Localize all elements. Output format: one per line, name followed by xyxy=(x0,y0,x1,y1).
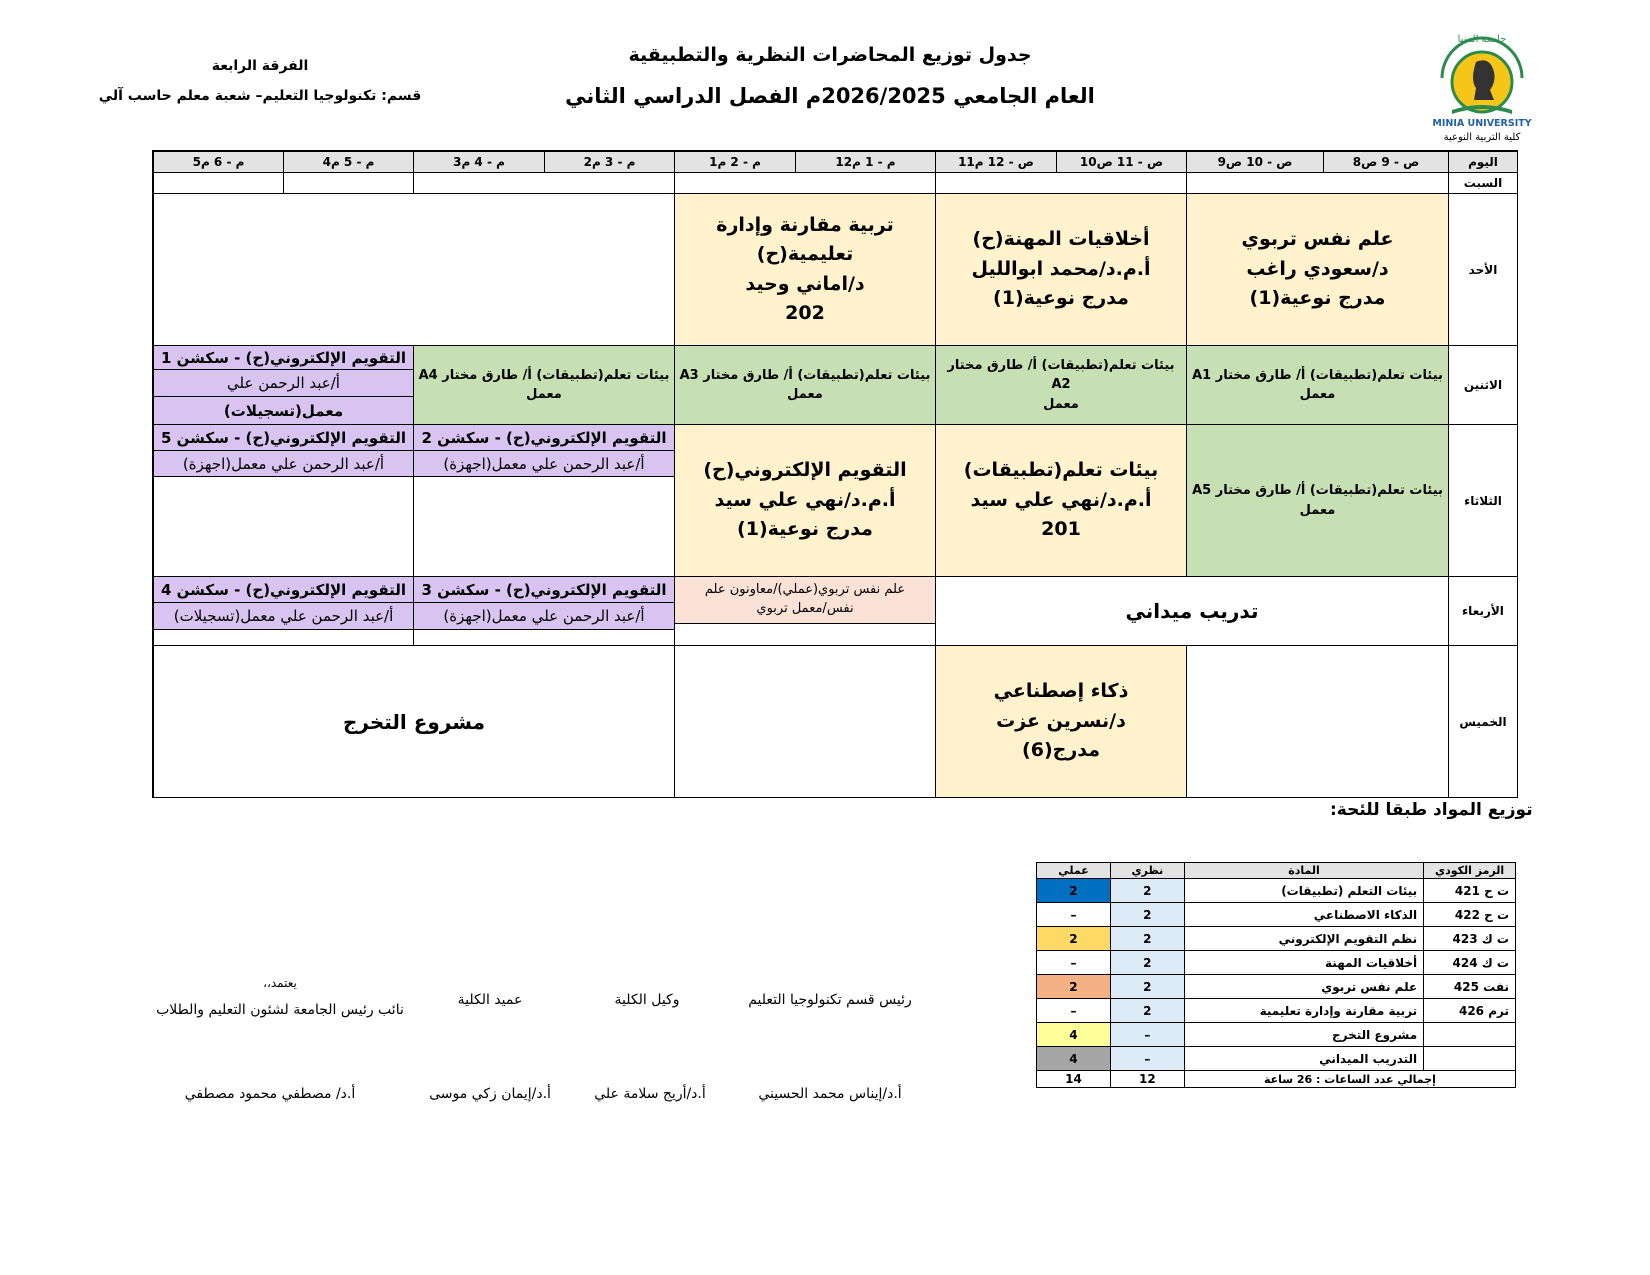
section-1-instructor: أ/عبد الرحمن علي xyxy=(153,369,414,397)
signature-name-dean: أ.د/إيمان زكي موسى xyxy=(429,1086,551,1102)
distribution-row xyxy=(1037,1023,1516,1047)
empty-slot xyxy=(153,172,284,194)
empty-slot xyxy=(674,645,936,798)
distribution-row xyxy=(1037,999,1516,1023)
class-learning-env-a1 xyxy=(1186,345,1449,425)
section-4-details: أ/عبد الرحمن علي معمل(تسجيلات) xyxy=(153,602,414,630)
academic-year-title: العام الجامعي 2026/2025م الفصل الدراسي الثاني xyxy=(565,84,1095,108)
class-learning-env-a3 xyxy=(674,345,936,425)
subject-theory-hours: – xyxy=(1110,1047,1184,1071)
subject-practical-hours: 2 xyxy=(1037,927,1111,951)
course-name: أخلاقيات المهنة(ح) xyxy=(972,228,1150,251)
section-1-title: التقويم الإلكتروني(ح) - سكشن 1 xyxy=(153,345,414,370)
header-theory: نظري xyxy=(1110,863,1184,879)
class-field-training xyxy=(935,576,1449,646)
distribution-title: توزيع المواد طبقا للئحة: xyxy=(1330,800,1533,820)
subject-code xyxy=(1424,1047,1516,1071)
department-label: قسم: تكنولوجيا التعليم– شعبة معلم حاسب آلي xyxy=(98,88,422,104)
subject-code: ت ح 421 xyxy=(1424,879,1516,903)
period-header: 11ص - 12 م xyxy=(935,151,1057,173)
section-3-details: أ/عبد الرحمن علي معمل(اجهزة) xyxy=(413,602,675,630)
day-tuesday: الثلاثاء xyxy=(1448,424,1518,577)
class-learning-env-a4 xyxy=(413,345,675,425)
period-header: 9ص - 10 ص xyxy=(1186,151,1324,173)
subject-code: ت ح 422 xyxy=(1424,903,1516,927)
subject-name: أخلاقيات المهنة xyxy=(1184,951,1423,975)
total-label: إجمالي عدد الساعات : 26 ساعة xyxy=(1184,1071,1515,1088)
subject-practical-hours: 4 xyxy=(1037,1023,1111,1047)
signature-title-dean: عميد الكلية xyxy=(457,992,523,1008)
instructor: د/نسرين عزت xyxy=(996,709,1126,732)
header-practical: عملي xyxy=(1037,863,1111,879)
subject-theory-hours: 2 xyxy=(1110,927,1184,951)
empty-slot xyxy=(413,629,675,646)
signature-name-vice-dean: أ.د/أريج سلامة علي xyxy=(594,1086,706,1102)
day-sunday: الأحد xyxy=(1448,193,1518,346)
period-header: 4م - 5 م xyxy=(283,151,414,173)
empty-slot xyxy=(935,172,1187,194)
period-header: 8ص - 9 ص xyxy=(1323,151,1449,173)
course-name: علم نفس تربوي xyxy=(1241,228,1394,251)
subject-name: بيئات التعلم (تطبيقات) xyxy=(1184,879,1423,903)
total-practical: 14 xyxy=(1037,1071,1111,1088)
period-header: 1م - 2 م xyxy=(674,151,796,173)
section-2-details: أ/عبد الرحمن علي معمل(اجهزة) xyxy=(413,450,675,477)
page-title: جدول توزيع المحاضرات النظرية والتطبيقية xyxy=(628,44,1032,66)
subject-name: تربية مقارنة وإدارة تعليمية xyxy=(1184,999,1423,1023)
course-name: بيئات تعلم(تطبيقات) أ/ طارق مختار A3 xyxy=(679,367,931,383)
class-learning-env-lecture xyxy=(935,424,1187,577)
subject-name: مشروع التخرج xyxy=(1184,1023,1423,1047)
section-5-details: أ/عبد الرحمن علي معمل(اجهزة) xyxy=(153,450,414,477)
room: معمل xyxy=(1299,502,1336,518)
subject-name: التدريب الميداني xyxy=(1184,1047,1423,1071)
instructor: أ.م.د/نهي علي سيد xyxy=(970,488,1152,511)
instructor: د/اماني وحيد xyxy=(745,272,865,295)
signature-title-vice-dean: وكيل الكلية xyxy=(614,992,680,1008)
logo-english-name: MINIA UNIVERSITY xyxy=(1432,118,1532,129)
header-subject: المادة xyxy=(1184,863,1423,879)
period-header: 5م - 6 م xyxy=(153,151,284,173)
room: مدرج نوعية(1) xyxy=(1249,287,1386,310)
signature-title-dept-head: رئيس قسم تكنولوجيا التعليم xyxy=(748,992,912,1008)
distribution-row xyxy=(1037,879,1516,903)
room: معمل xyxy=(526,387,562,402)
class-artificial-intelligence xyxy=(935,645,1187,798)
room: مدرج نوعية(1) xyxy=(737,518,873,541)
timetable xyxy=(152,150,1518,798)
course-name: مشروع التخرج xyxy=(342,709,486,734)
room: نفس/معمل تربوي xyxy=(756,601,854,616)
room: 202 xyxy=(785,301,825,324)
empty-slot xyxy=(674,623,936,646)
section-5-title: التقويم الإلكتروني(ح) - سكشن 5 xyxy=(153,424,414,451)
empty-slot xyxy=(674,172,936,194)
course-name: تربية مقارنة وإدارة تعليمية(ح) xyxy=(716,213,894,266)
class-comparative-education xyxy=(674,193,936,346)
empty-slot xyxy=(153,476,414,577)
course-name: بيئات تعلم(تطبيقات) أ/ طارق مختار A2 xyxy=(947,357,1175,393)
period-header: 12م - 1 م xyxy=(795,151,936,173)
empty-slot xyxy=(153,193,675,346)
subject-code: ترم 426 xyxy=(1424,999,1516,1023)
course-name: علم نفس تربوي(عملي)/معاونون علم xyxy=(704,582,906,598)
level-label: الفرقة الرابعة xyxy=(211,58,309,74)
university-logo xyxy=(1432,26,1532,146)
subject-practical-hours: 2 xyxy=(1037,879,1111,903)
subject-theory-hours: 2 xyxy=(1110,951,1184,975)
logo-arabic-name: جامعة المنيا xyxy=(1457,34,1507,45)
period-header: 2م - 3 م xyxy=(544,151,675,173)
instructor: أ.م.د/نهي علي سيد xyxy=(714,488,896,511)
period-header: 10ص - 11 ص xyxy=(1056,151,1187,173)
subject-theory-hours: 2 xyxy=(1110,903,1184,927)
distribution-header-row xyxy=(1037,863,1516,879)
signature-name-university-vp: أ.د/ مصطفي محمود مصطفي xyxy=(184,1086,356,1102)
section-4-title: التقويم الإلكتروني(ح) - سكشن 4 xyxy=(153,576,414,603)
instructor: د/سعودي راغب xyxy=(1246,257,1389,280)
distribution-row xyxy=(1037,951,1516,975)
subject-theory-hours: – xyxy=(1110,1023,1184,1047)
subject-practical-hours: – xyxy=(1037,951,1111,975)
subject-name: علم نفس تربوي xyxy=(1184,975,1423,999)
course-name: بيئات تعلم(تطبيقات) أ/ طارق مختار A4 xyxy=(418,367,670,383)
distribution-table xyxy=(1036,862,1516,1088)
period-header: 3م - 4 م xyxy=(413,151,545,173)
subject-code: ت ك 423 xyxy=(1424,927,1516,951)
class-e-assessment-lecture xyxy=(674,424,936,577)
subject-name: الذكاء الاصطناعي xyxy=(1184,903,1423,927)
course-name: ذكاء إصطناعي xyxy=(993,680,1129,703)
course-name: بيئات تعلم(تطبيقات) أ/ طارق مختار A1 xyxy=(1192,367,1443,383)
approval-label: يعتمد،، xyxy=(263,976,297,990)
class-learning-env-a2 xyxy=(935,345,1187,425)
room: معمل xyxy=(1043,396,1079,412)
subject-code: نفت 425 xyxy=(1424,975,1516,999)
logo-faculty-name: كلية التربية النوعية xyxy=(1443,132,1521,143)
class-learning-env-a5 xyxy=(1186,424,1449,577)
header-code: الرمز الكودي xyxy=(1424,863,1516,879)
empty-slot xyxy=(413,172,675,194)
corner-day-header: اليوم xyxy=(1448,151,1518,173)
instructor: أ.م.د/محمد ابوالليل xyxy=(971,257,1151,280)
section-1-room: معمل(تسجيلات) xyxy=(153,396,414,425)
room: معمل xyxy=(787,387,823,402)
subject-practical-hours: 4 xyxy=(1037,1047,1111,1071)
day-wednesday: الأربعاء xyxy=(1448,576,1518,646)
signature-title-university-vp: نائب رئيس الجامعة لشئون التعليم والطلاب xyxy=(156,1002,404,1018)
empty-slot xyxy=(413,476,675,577)
room: مدرج نوعية(1) xyxy=(993,287,1129,310)
distribution-row xyxy=(1037,975,1516,999)
total-theory: 12 xyxy=(1110,1071,1184,1088)
empty-slot xyxy=(153,629,414,646)
subject-practical-hours: – xyxy=(1037,999,1111,1023)
room: 201 xyxy=(1041,518,1081,541)
day-thursday: الخميس xyxy=(1448,645,1518,798)
course-name: تدريب ميداني xyxy=(1125,599,1259,623)
class-professional-ethics xyxy=(935,193,1187,346)
room: معمل xyxy=(1299,387,1336,402)
section-2-title: التقويم الإلكتروني(ح) - سكشن 2 xyxy=(413,424,675,451)
empty-slot xyxy=(283,172,414,194)
subject-name: نظم التقويم الإلكتروني xyxy=(1184,927,1423,951)
day-monday: الاثنين xyxy=(1448,345,1518,425)
subject-code: ت ك 424 xyxy=(1424,951,1516,975)
course-name: بيئات تعلم(تطبيقات) أ/ طارق مختار A5 xyxy=(1192,483,1443,498)
class-psychology-practical xyxy=(674,576,936,624)
subject-theory-hours: 2 xyxy=(1110,999,1184,1023)
section-3-title: التقويم الإلكتروني(ح) - سكشن 3 xyxy=(413,576,675,603)
empty-slot xyxy=(1186,172,1449,194)
distribution-row xyxy=(1037,903,1516,927)
subject-theory-hours: 2 xyxy=(1110,879,1184,903)
distribution-row xyxy=(1037,1047,1516,1071)
subject-practical-hours: 2 xyxy=(1037,975,1111,999)
subject-code xyxy=(1424,1023,1516,1047)
signature-name-dept-head: أ.د/إيناس محمد الحسيني xyxy=(758,1086,902,1102)
course-name: التقويم الإلكتروني(ح) xyxy=(703,459,907,482)
class-educational-psychology xyxy=(1186,193,1449,346)
day-saturday: السبت xyxy=(1448,172,1518,194)
class-graduation-project xyxy=(153,645,675,798)
subject-theory-hours: 2 xyxy=(1110,975,1184,999)
empty-slot xyxy=(1186,645,1449,798)
distribution-row xyxy=(1037,927,1516,951)
course-name: بيئات تعلم(تطبيقات) xyxy=(963,459,1159,482)
distribution-total-row xyxy=(1037,1071,1516,1088)
subject-practical-hours: – xyxy=(1037,903,1111,927)
room: مدرج(6) xyxy=(1022,739,1100,762)
